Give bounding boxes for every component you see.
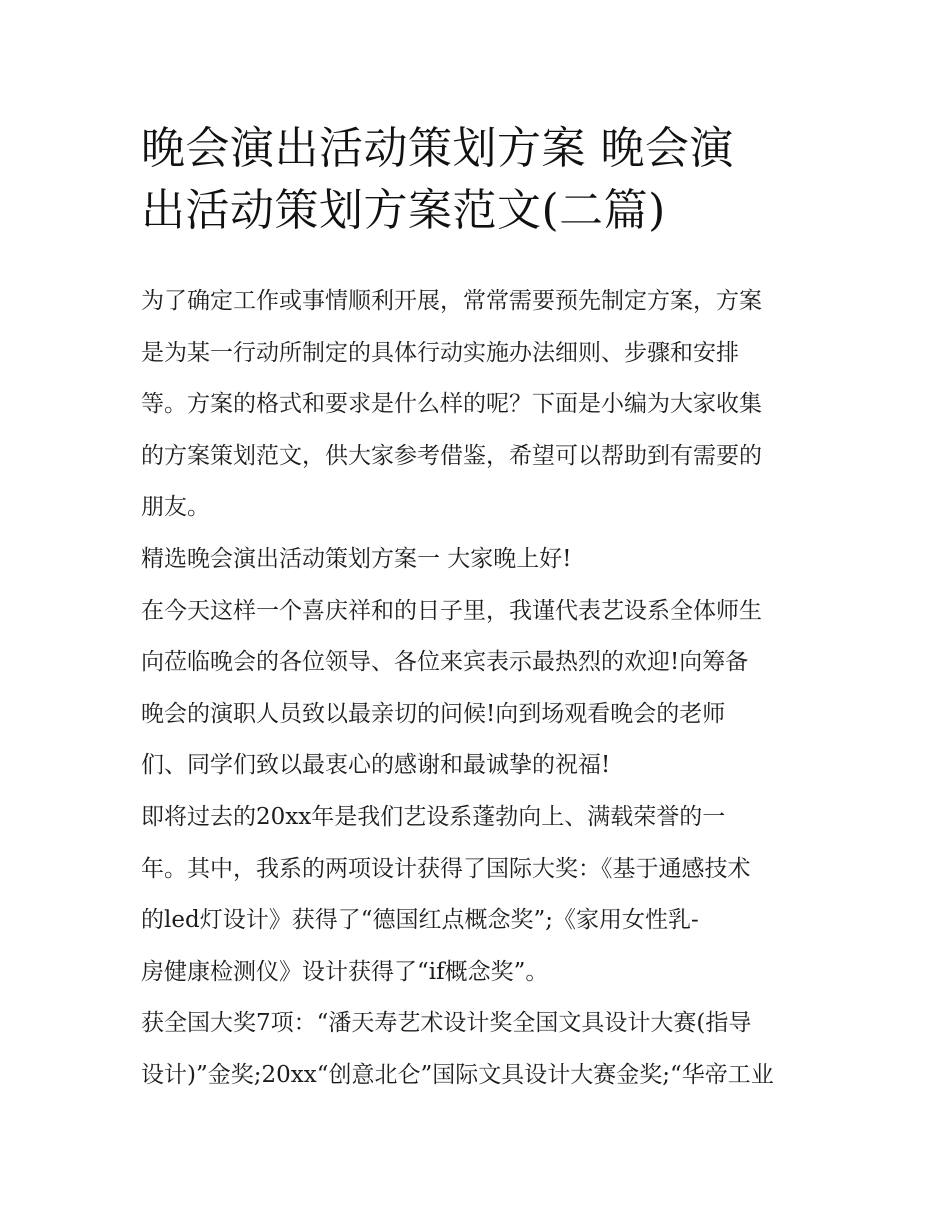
body-line: 是为某一行动所制定的具体行动实施办法细则、步骤和安排 <box>141 339 739 366</box>
body-line: 的led灯设计》获得了“德国红点概念奖”;《家用女性乳- <box>141 907 699 934</box>
body-line: 等。方案的格式和要求是什么样的呢？下面是小编为大家收集 <box>141 391 762 418</box>
body-line: 朋友。 <box>141 494 210 521</box>
body-line: 即将过去的20xx年是我们艺设系蓬勃向上、满载荣誉的一 <box>141 803 726 830</box>
title-line: 晚会演出活动策划方案 晚会演 <box>141 123 734 174</box>
document-body <box>141 281 821 1107</box>
body-line: 年。其中，我系的两项设计获得了国际大奖：《基于通感技术 <box>141 855 751 882</box>
body-line: 的方案策划范文，供大家参考借鉴，希望可以帮助到有需要的 <box>141 442 762 469</box>
body-line: 房健康检测仪》设计获得了“if概念奖”。 <box>141 958 549 985</box>
body-line: 向莅临晚会的各位领导、各位来宾表示最热烈的欢迎!向筹备 <box>141 649 749 676</box>
body-line: 晚会的演职人员致以最亲切的问候!向到场观看晚会的老师 <box>141 700 726 727</box>
body-line: 在今天这样一个喜庆祥和的日子里，我谨代表艺设系全体师生 <box>141 597 762 624</box>
body-line: 获全国大奖7项：“潘天寿艺术设计奖全国文具设计大赛(指导 <box>141 1010 752 1037</box>
document-title <box>141 118 821 242</box>
title-line: 出活动策划方案范文(二篇) <box>141 185 666 236</box>
body-line: 为了确定工作或事情顺利开展，常常需要预先制定方案，方案 <box>141 288 762 314</box>
body-line: 精选晚会演出活动策划方案一 大家晚上好! <box>141 545 572 572</box>
body-line: 们、同学们致以最衷心的感谢和最诚挚的祝福! <box>141 752 611 779</box>
body-line: 设计)”金奖;20xx“创意北仑”国际文具设计大赛金奖;“华帝工业 <box>141 1061 774 1088</box>
